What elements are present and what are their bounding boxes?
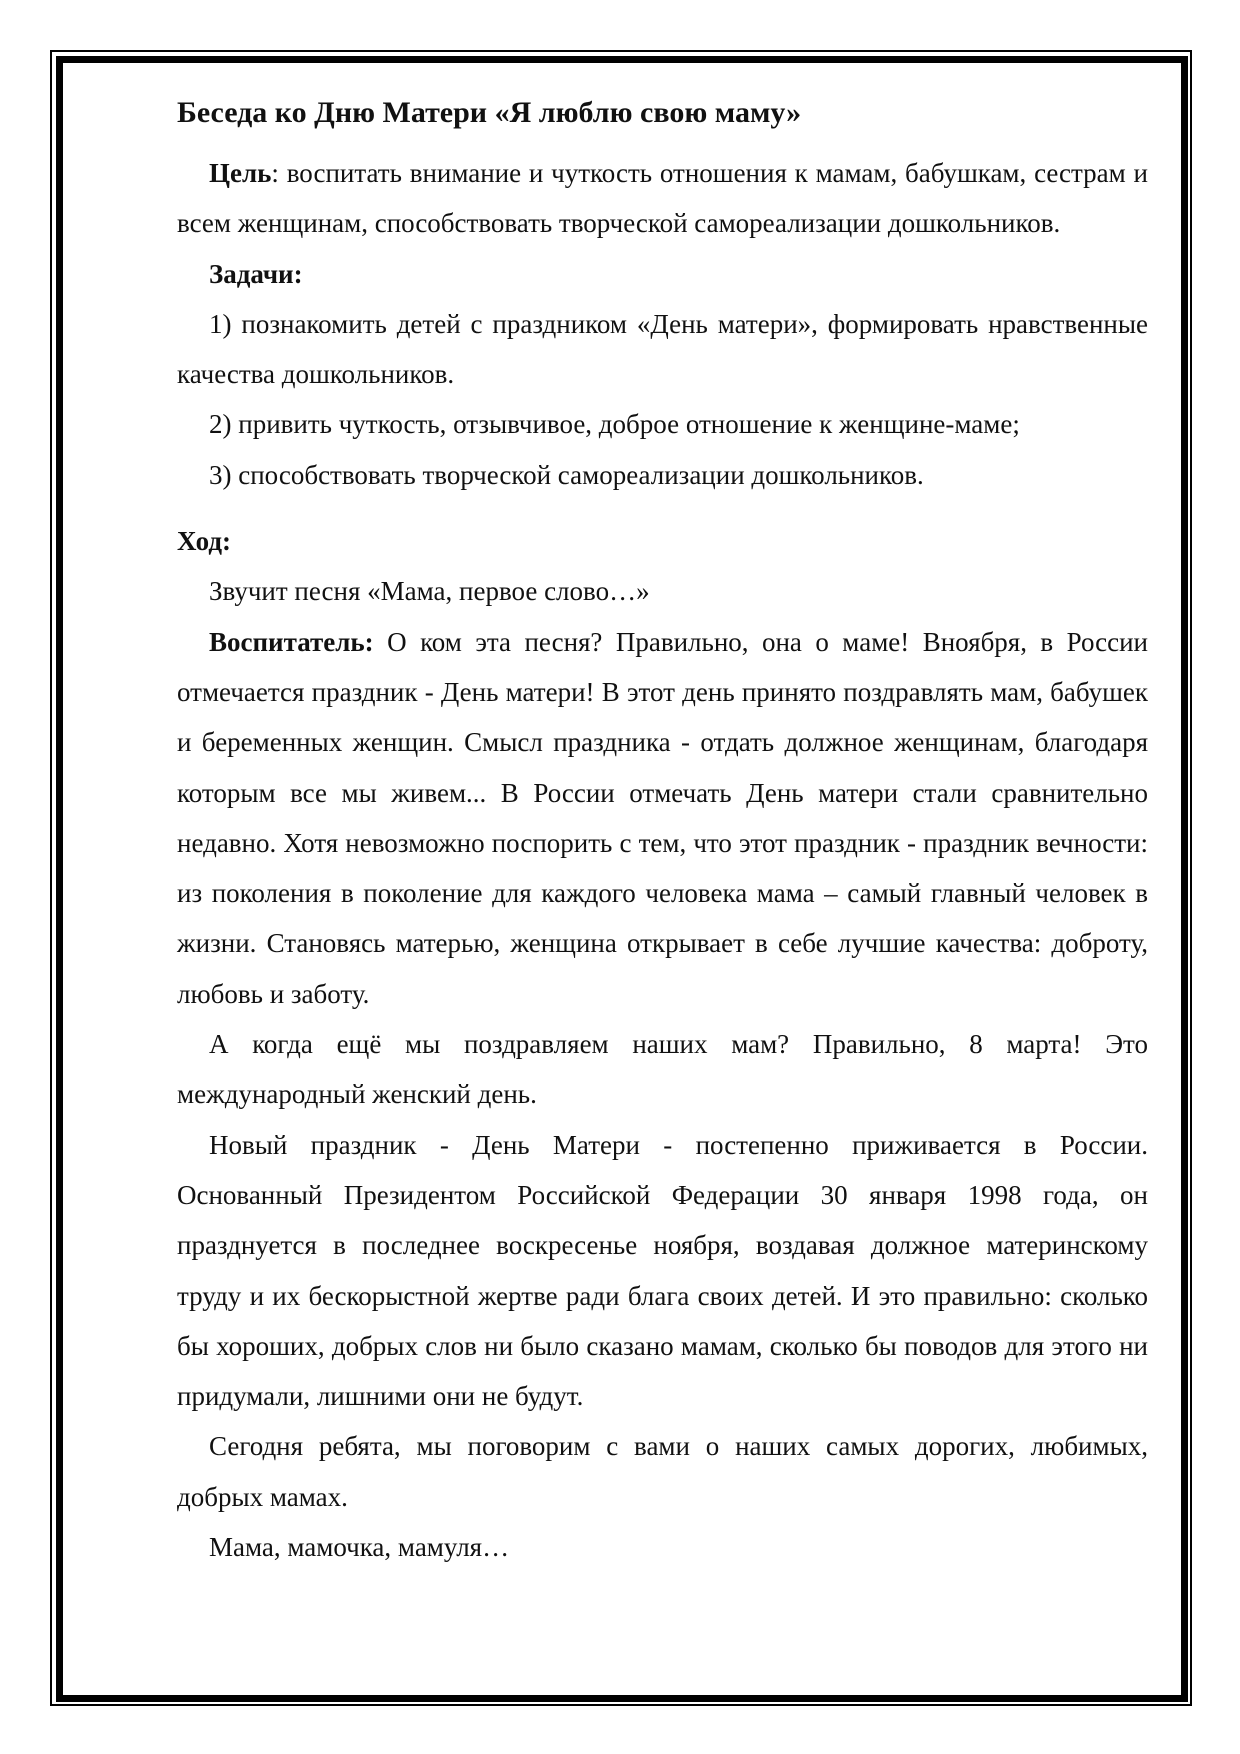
teacher-text: О ком эта песня? Правильно, она о маме! Вноября, в России отмечается праздник - День матери! В этот день принято поздравлять мам, бабушек и беременных женщин. Смысл праздника - отдать должное женщинам, благодаря которым все мы живем... В России отмечать День матери стали сравнительно недавно. Хотя невозможно поспорить с тем, что этот праздник - праздник вечности: из поколения в поколение для каждого человека мама – самый главный человек в жизни. Становясь матерью, женщина открывает в себе лучшие качества: доброту, любовь и заботу. <box>177 626 1148 1009</box>
task-item: 1) познакомить детей с праздником «День матери», формировать нравственные качества дошкольников. <box>177 308 1148 390</box>
course-label: Ход: <box>177 526 232 557</box>
teacher-label: Воспитатель: <box>209 626 374 657</box>
task-item: 3) способствовать творческой самореализации дошкольников. <box>209 459 924 490</box>
body-paragraph: А когда ещё мы поздравляем наших мам? Правильно, 8 марта! Это международный женский день. <box>177 1029 1148 1110</box>
teacher-paragraph <box>177 617 1148 1019</box>
goal-text: : воспитать внимание и чуткость отношения к мамам, бабушкам, сестрам и всем женщинам, способствовать творческой самореализации дошкольников. <box>177 158 1148 239</box>
course-heading <box>177 516 1148 566</box>
body-paragraph: Сегодня ребята, мы поговорим с вами о наших самых дорогих, любимых, добрых мамах. <box>177 1431 1148 1512</box>
tasks-label: Задачи: <box>209 258 303 289</box>
task-item: 2) привить чуткость, отзывчивое, доброе отношение к женщине-маме; <box>209 409 1020 440</box>
body-paragraph: Мама, мамочка, мамуля… <box>209 1532 510 1563</box>
goal-label: Цель <box>209 158 272 188</box>
tasks-heading <box>177 249 1148 299</box>
goal-paragraph <box>177 148 1148 249</box>
document-title: Беседа ко Дню Матери «Я люблю свою маму» <box>177 96 802 129</box>
document-body <box>177 88 1148 1572</box>
song-line: Звучит песня «Мама, первое слово…» <box>209 576 650 607</box>
body-paragraph: Новый праздник - День Матери - постепенно приживается в России. Основанный Президентом Российской Федерации 30 января 1998 года, он празднуется в последнее воскресенье ноября, воздавая должное материнскому труду и их бескорыстной жертве ради блага своих детей. И это правильно: сколько бы хороших, добрых слов ни было сказано мамам, сколько бы поводов для этого ни придумали, лишними они не будут. <box>177 1129 1148 1412</box>
